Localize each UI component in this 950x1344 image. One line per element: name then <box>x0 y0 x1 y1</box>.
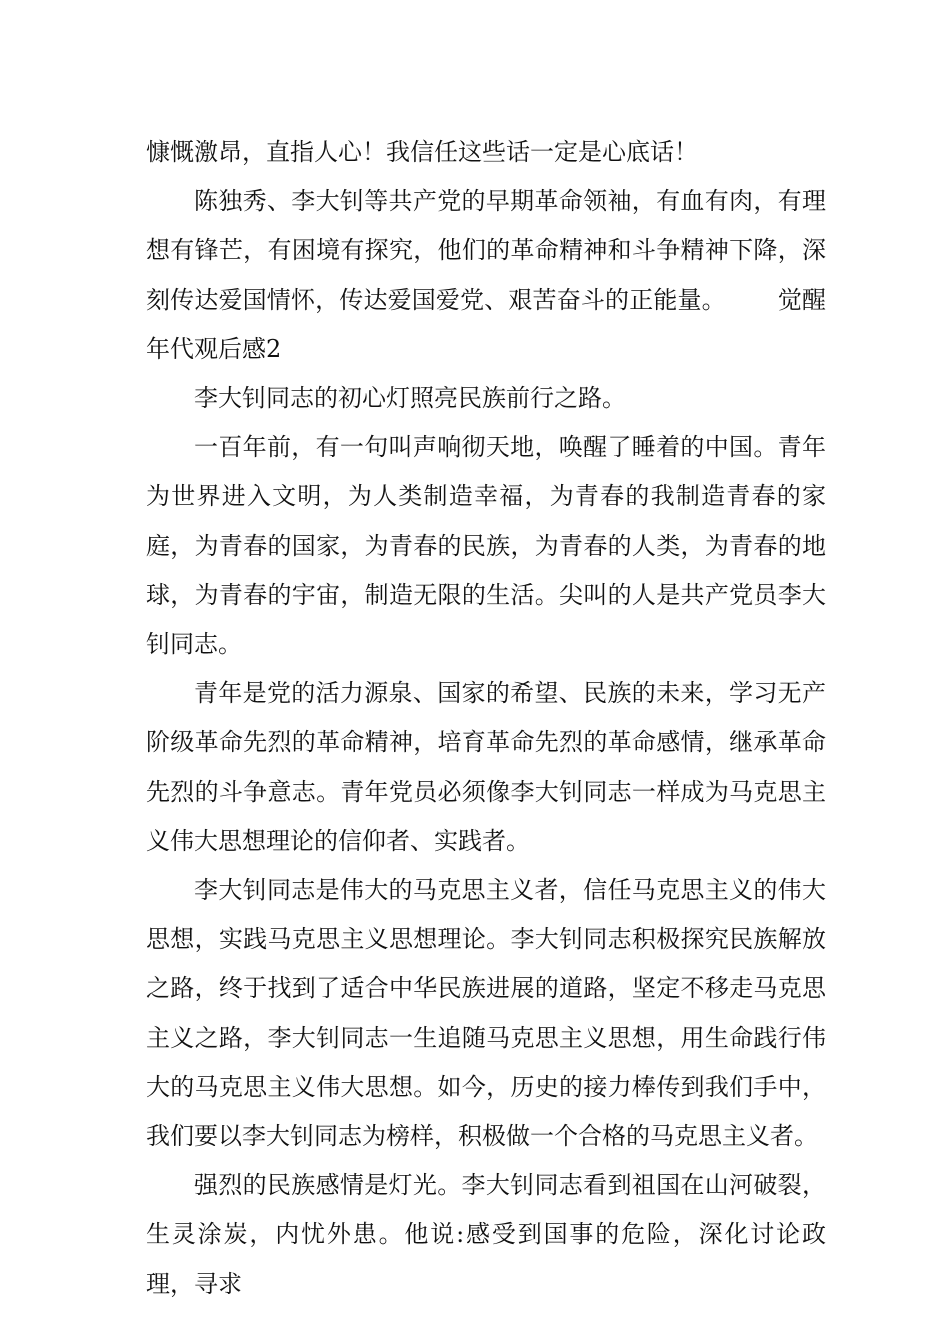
paragraph-2 <box>146 177 826 374</box>
document-body <box>146 128 826 1309</box>
paragraph-3: 李大钊同志的初心灯照亮民族前行之路。 <box>194 384 626 413</box>
paragraph-1: 慷慨激昂，直指人心！我信任这些话一定是心底话！ <box>146 138 698 166</box>
paragraph-7: 强烈的民族感情是灯光。李大钊同志看到祖国在山河破裂，生灵涂炭，内忧外患。他说:感受到国事的危险，深化讨论政理，寻求 <box>146 1171 826 1298</box>
paragraph-2-text: 陈独秀、李大钊等共产党的早期革命领袖，有血有肉，有理想有锋芒，有困境有探究，他们的革命精神和斗争精神下降，深刻传达爱国情怀，传达爱国爱党、艰苦奋斗的正能量。 <box>146 187 826 314</box>
essay-heading: 觉醒年代观后感2 <box>146 285 827 363</box>
paragraph-6: 李大钊同志是伟大的马克思主义者，信任马克思主义的伟大思想，实践马克思主义思想理论。李大钊同志积极探究民族解放之路，终于找到了适合中华民族进展的道路，坚定不移走马克思主义之路，李大钊同志一生追随马克思主义思想，用生命践行伟大的马克思主义伟大思想。如今，历史的接力棒传到我们手中，我们要以李大钊同志为榜样，积极做一个合格的马克思主义者。 <box>146 876 826 1151</box>
paragraph-5: 青年是党的活力源泉、国家的希望、民族的未来，学习无产阶级革命先烈的革命精神，培育革命先烈的革命感情，继承革命先烈的斗争意志。青年党员必须像李大钊同志一样成为马克思主义伟大思想理论的信仰者、实践者。 <box>146 679 826 855</box>
paragraph-4: 一百年前，有一句叫声响彻天地，唤醒了睡着的中国。青年为世界进入文明，为人类制造幸福，为青春的我制造青春的家庭，为青春的国家，为青春的民族，为青春的人类，为青春的地球，为青春的宇宙，制造无限的生活。尖叫的人是共产党员李大钊同志。 <box>146 433 826 659</box>
